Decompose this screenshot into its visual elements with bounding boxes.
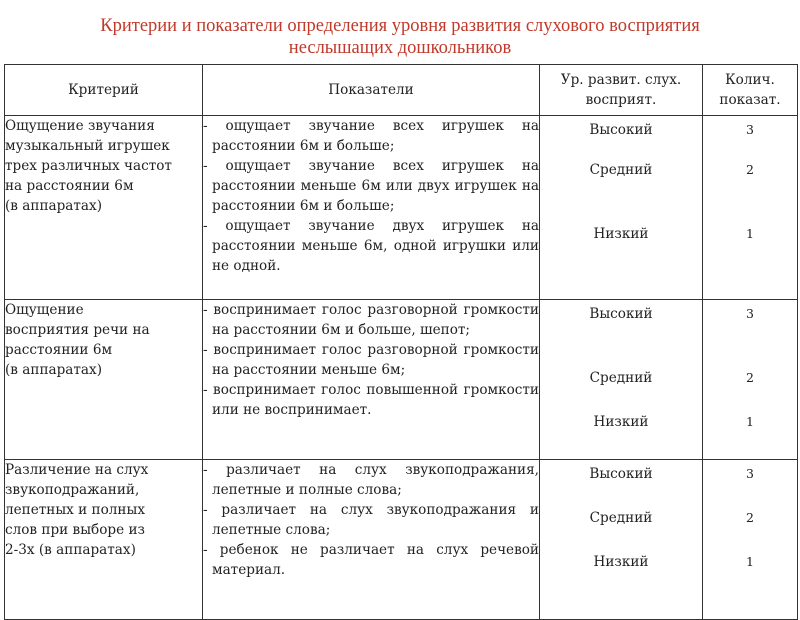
count-medium: 2 xyxy=(746,510,754,525)
criterion-line: на расстоянии 6м xyxy=(5,178,134,194)
count-medium: 2 xyxy=(746,370,754,385)
header-count xyxy=(703,65,798,116)
header-level-line-1: Ур. развит. слух. xyxy=(560,72,682,88)
level-low: Низкий xyxy=(593,554,649,570)
level-medium: Средний xyxy=(589,162,653,178)
level-cell xyxy=(540,116,703,300)
indicator-item: - воспринимает голос разговорной громкости на расстоянии 6м и больше, шепот; xyxy=(203,302,539,338)
level-high: Высокий xyxy=(589,306,653,322)
criterion-line: расстоянии 6м xyxy=(5,342,113,358)
header-count-line-1: Колич. xyxy=(725,72,775,88)
indicator-item: - различает на слух звукоподражания, лепетные и полные слова; xyxy=(203,462,539,498)
criterion-line: восприятия речи на xyxy=(5,322,150,338)
count-cell xyxy=(703,116,798,300)
level-high: Высокий xyxy=(589,122,653,138)
criterion-line: 2-3х (в аппаратах) xyxy=(5,542,136,558)
level-medium: Средний xyxy=(589,370,653,386)
count-cell xyxy=(703,460,798,620)
indicator-item: - воспринимает голос разговорной громкости на расстоянии меньше 6м; xyxy=(203,342,539,378)
header-level-line-2: восприят. xyxy=(585,92,657,108)
count-cell xyxy=(703,300,798,460)
indicators-cell xyxy=(203,460,540,620)
table-row xyxy=(5,300,798,460)
criterion-line: музыкальный игрушек xyxy=(5,138,170,154)
level-low: Низкий xyxy=(593,226,649,242)
indicator-item: - воспринимает голос повышенной громкости или не воспринимает. xyxy=(203,382,539,418)
page-title-line-2: неслышащих дошкольников xyxy=(288,38,512,58)
header-level xyxy=(540,65,703,116)
count-high: 3 xyxy=(746,466,754,481)
table-header-row xyxy=(5,65,798,116)
count-low: 1 xyxy=(746,554,754,569)
indicator-item: - ребенок не различает на слух речевой материал. xyxy=(203,542,539,578)
criterion-cell xyxy=(5,116,203,300)
criterion-line: лепетных и полных xyxy=(5,502,145,518)
indicator-item: - ощущает звучание всех игрушек на расстоянии меньше 6м или двух игрушек на расстоянии 6м и больше; xyxy=(203,158,539,214)
criterion-line: трех различных частот xyxy=(5,158,172,174)
table-row xyxy=(5,460,798,620)
criterion-cell xyxy=(5,300,203,460)
level-cell xyxy=(540,460,703,620)
count-high: 3 xyxy=(746,306,754,321)
count-low: 1 xyxy=(746,414,754,429)
table-row xyxy=(5,116,798,300)
level-cell xyxy=(540,300,703,460)
level-medium: Средний xyxy=(589,510,653,526)
level-high: Высокий xyxy=(589,466,653,482)
page-title-line-1: Критерии и показатели определения уровня развития слухового восприятия xyxy=(100,16,700,36)
criterion-line: (в аппаратах) xyxy=(5,198,103,214)
header-criterion: Критерий xyxy=(5,65,203,116)
header-count-line-2: показат. xyxy=(719,92,781,108)
indicator-item: - различает на слух звукоподражания и лепетные слова; xyxy=(203,502,539,538)
criterion-line: звукоподражаний, xyxy=(5,482,140,498)
criterion-line: слов при выборе из xyxy=(5,522,145,538)
count-high: 3 xyxy=(746,122,754,137)
indicator-item: - ощущает звучание двух игрушек на расстоянии меньше 6м, одной игрушки или не одной. xyxy=(203,218,539,274)
indicator-item: - ощущает звучание всех игрушек на расстоянии 6м и больше; xyxy=(203,118,539,154)
criterion-line: (в аппаратах) xyxy=(5,362,103,378)
indicators-cell xyxy=(203,300,540,460)
header-indicators: Показатели xyxy=(203,65,540,116)
criterion-line: Ощущение xyxy=(5,302,84,318)
criterion-cell xyxy=(5,460,203,620)
count-low: 1 xyxy=(746,226,754,241)
indicators-cell xyxy=(203,116,540,300)
criterion-line: Ощущение звучания xyxy=(5,118,155,134)
count-medium: 2 xyxy=(746,162,754,177)
criteria-table xyxy=(4,64,798,620)
criterion-line: Различение на слух xyxy=(5,462,149,478)
page-title xyxy=(20,15,780,59)
level-low: Низкий xyxy=(593,414,649,430)
